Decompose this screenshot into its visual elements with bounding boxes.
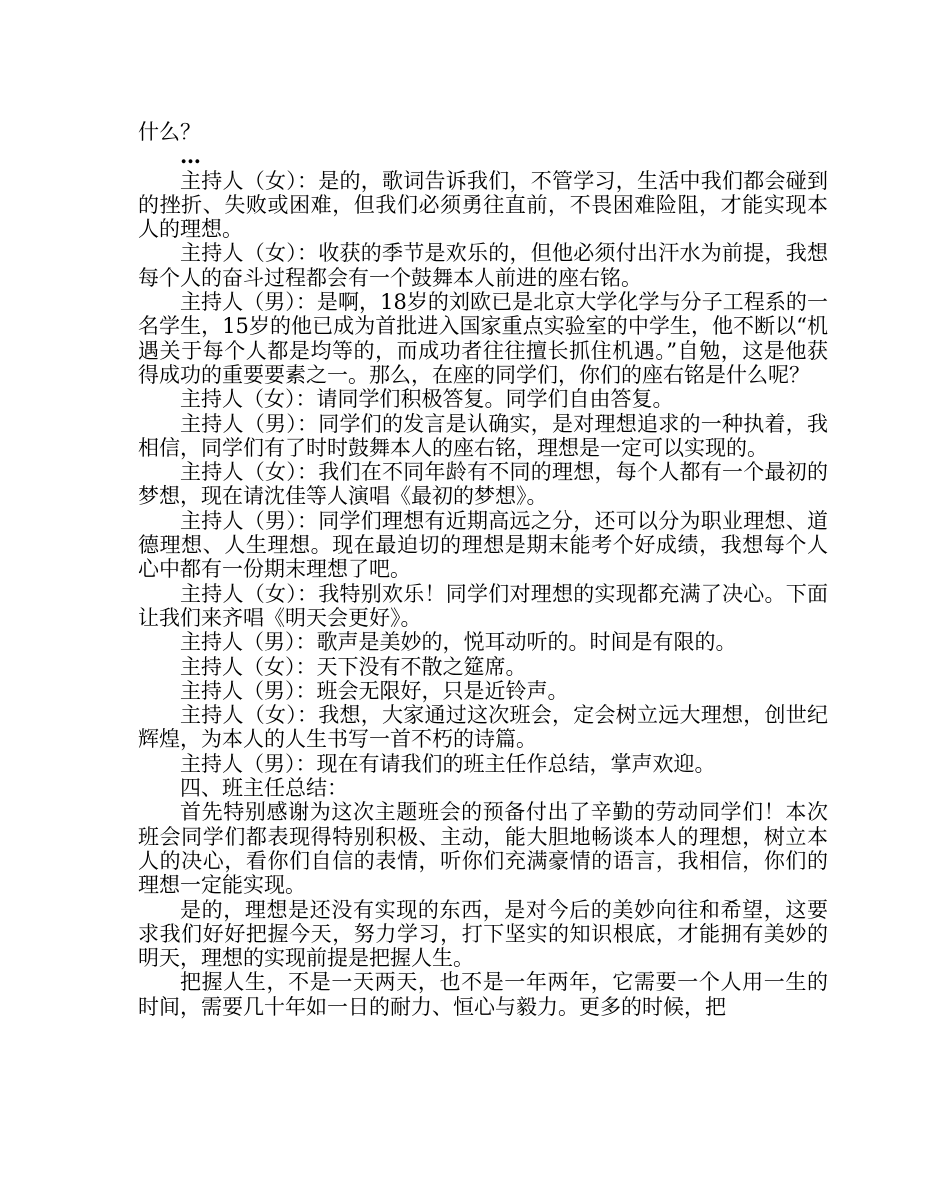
ellipsis-marker: …	[180, 143, 202, 169]
paragraph-host-male-ideals: 主持人（男）：同学们理想有近期高远之分，还可以分为职业理想、道德理想、人生理想。现在最迫切的理想是期末能考个好成绩，我想每个人心中都有一份期末理想了吧。	[138, 508, 828, 582]
paragraph-host-female-first-dream: 主持人（女）：我们在不同年龄有不同的理想，每个人都有一个最初的梦想，现在请沈佳等人演唱《最初的梦想》。	[138, 460, 828, 509]
section-heading-teacher-summary: 四、班主任总结：	[180, 776, 348, 801]
paragraph-host-male-liu-ou: 主持人（男）：是啊，18岁的刘欧已是北京大学化学与分子工程系的一名学生，15岁的他已成为首批进入国家重点实验室的中学生，他不断以“机遇关于每个人都是均等的，而成功者往往擅长抓住机遇。”自勉，这是他获得成功的重要要素之一。那么，在座的同学们，你们的座右铭是什么呢？	[138, 290, 828, 387]
paragraph-host-male-teacher: 主持人（男）：现在有请我们的班主任作总结，掌声欢迎。	[180, 751, 716, 776]
paragraph-host-male-motto: 主持人（男）：同学们的发言是认确实，是对理想追求的一种执着，我相信，同学们有了时时鼓舞本人的座右铭，理想是一定可以实现的。	[138, 411, 828, 460]
paragraph-host-female-banquet: 主持人（女）：天下没有不散之筵席。	[180, 654, 527, 679]
paragraph-host-female-harvest: 主持人（女）：收获的季节是欢乐的，但他必须付出汗水为前提，我想每个人的奋斗过程都会有一个鼓舞本人前进的座右铭。	[138, 241, 828, 290]
paragraph-host-male-song: 主持人（男）：歌声是美妙的，悦耳动听的。时间是有限的。	[180, 630, 737, 655]
document-body	[138, 120, 828, 1019]
paragraph-host-female-lyrics: 主持人（女）：是的，歌词告诉我们，不管学习，生活中我们都会碰到的挫折、失败或困难，但我们必须勇往直前，不畏困难险阻，才能实现本人的理想。	[138, 168, 828, 242]
paragraph-teacher-grasp-life: 把握人生，不是一天两天，也不是一年两年，它需要一个人用一生的时间，需要几十年如一日的耐力、恒心与毅力。更多的时候，把	[138, 970, 828, 1019]
paragraph-teacher-ideals: 是的，理想是还没有实现的东西，是对今后的美妙向往和希望，这要求我们好好把握今天，努力学习，打下坚实的知识根底，才能拥有美妙的明天，理想的实现前提是把握人生。	[138, 897, 828, 971]
paragraph-host-female-answer: 主持人（女）：请同学们积极答复。同学们自由答复。	[180, 387, 674, 412]
paragraph-host-male-bell: 主持人（男）：班会无限好，只是近铃声。	[180, 678, 569, 703]
paragraph-host-female-tomorrow: 主持人（女）：我特别欢乐！同学们对理想的实现都充满了决心。下面让我们来齐唱《明天会更好》。	[138, 581, 828, 630]
paragraph-host-female-closing: 主持人（女）：我想，大家通过这次班会，定会树立远大理想，创世纪辉煌，为本人的人生书写一首不朽的诗篇。	[138, 703, 828, 752]
paragraph-teacher-thanks: 首先特别感谢为这次主题班会的预备付出了辛勤的劳动同学们！本次班会同学们都表现得特别积极、主动，能大胆地畅谈本人的理想，树立本人的决心，看你们自信的表情，听你们充满豪情的语言，我相信，你们的理想一定能实现。	[138, 800, 828, 898]
paragraph-continuation: 什么？	[138, 120, 201, 144]
